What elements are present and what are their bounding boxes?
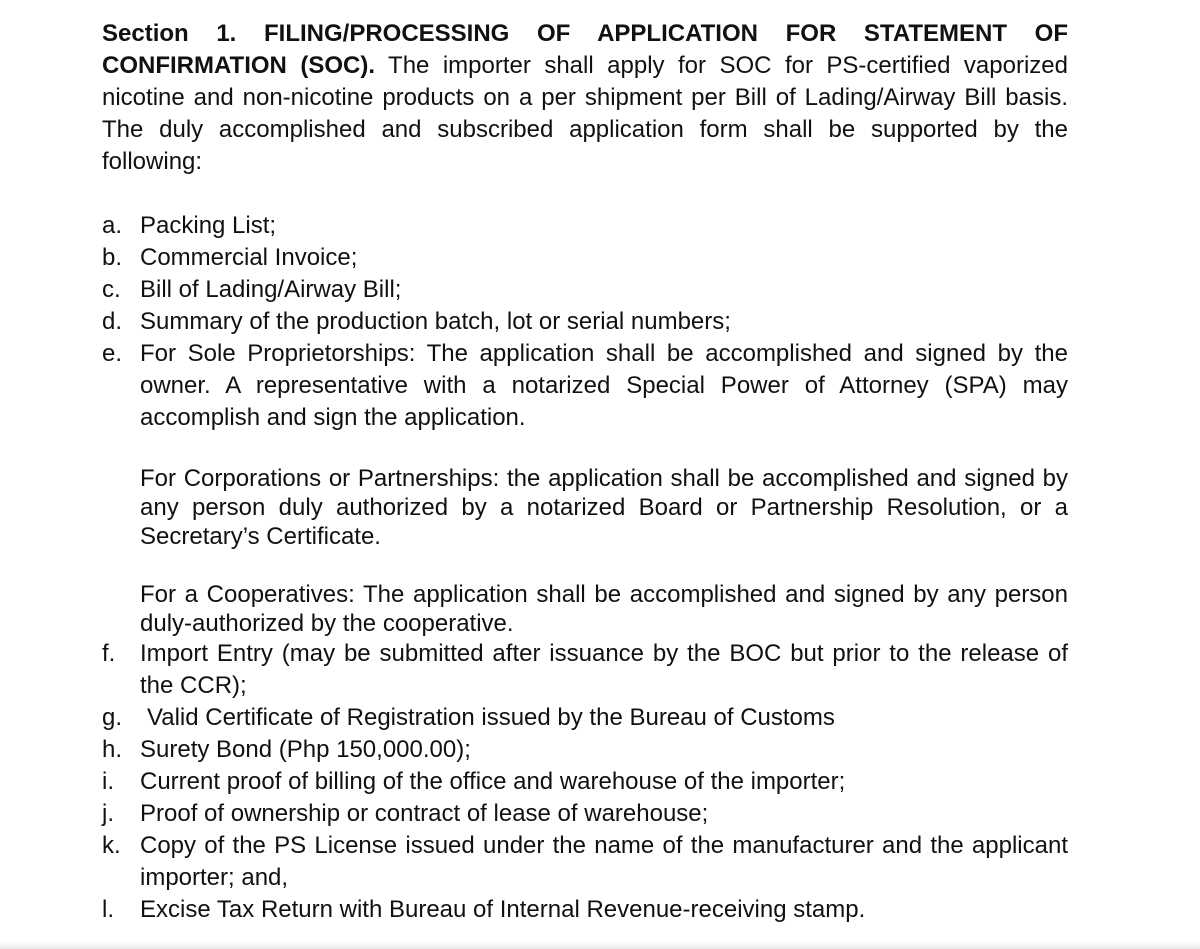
list-item-text: Excise Tax Return with Bureau of Internal Revenue-receiving stamp.: [140, 896, 866, 923]
cooperatives-text: For a Cooperatives: The application shall be accomplished and signed by any person duly-authorized by the cooperative.: [140, 581, 1068, 637]
section-1-paragraph: [102, 18, 1068, 178]
list-marker: d.: [102, 308, 123, 335]
list-marker: k.: [102, 832, 121, 859]
list-item-f: [102, 638, 1068, 702]
corporations-text: For Corporations or Partnerships: the application shall be accomplished and signed by any person duly authorized by a notarized Board or Partnership Resolution, or a Secretary’s Certificate.: [140, 465, 1068, 550]
list-item-h: [102, 734, 1068, 766]
list-item-text: Surety Bond (Php 150,000.00);: [140, 736, 471, 763]
section-body: The importer shall apply for SOC for PS-certified vaporized nicotine and non-nicotine products on a per shipment per Bill of Lading/Airway Bill basis. The duly accomplished and subscribed application form shall be supported by the following:: [102, 52, 1068, 175]
list-marker: f.: [102, 640, 116, 667]
list-item-j: [102, 798, 1068, 830]
requirements-list: [102, 210, 1068, 926]
list-item-c: [102, 274, 1068, 306]
section-heading: Section 1. FILING/PROCESSING OF APPLICATION FOR STATEMENT OF CONFIRMATION (SOC).: [102, 20, 1068, 79]
list-item-text: Packing List;: [140, 212, 277, 239]
list-item-text: Import Entry (may be submitted after issuance by the BOC but prior to the release of the CCR);: [140, 640, 1068, 699]
list-marker: h.: [102, 736, 123, 763]
list-marker: c.: [102, 276, 121, 303]
list-marker: a.: [102, 212, 123, 239]
list-item-i: [102, 766, 1068, 798]
list-item-d: [102, 306, 1068, 338]
list-item-b: [102, 242, 1068, 274]
list-marker: l.: [102, 896, 114, 923]
list-item-a: [102, 210, 1068, 242]
list-item-g: [102, 702, 1068, 734]
sole-proprietorship-text: For Sole Proprietorships: The application shall be accomplished and signed by the owner. A representative with a notarized Special Power of Attorney (SPA) may accomplish and sign the application.: [140, 340, 1068, 431]
list-item-text: Summary of the production batch, lot or serial numbers;: [140, 308, 731, 335]
list-item-l: [102, 894, 1068, 926]
list-item-text: Bill of Lading/Airway Bill;: [140, 276, 402, 303]
list-marker: e.: [102, 340, 123, 367]
document-page: [102, 18, 1068, 926]
list-item-text: Valid Certificate of Registration issued by the Bureau of Customs: [147, 704, 835, 731]
list-marker: b.: [102, 244, 123, 271]
list-item-text: Commercial Invoice;: [140, 244, 358, 271]
list-item-text: Copy of the PS License issued under the name of the manufacturer and the applicant importer; and,: [140, 832, 1068, 891]
list-item-e: [102, 338, 1068, 638]
list-item-text: Current proof of billing of the office and warehouse of the importer;: [140, 768, 846, 795]
list-item-k: [102, 830, 1068, 894]
list-marker: i.: [102, 768, 114, 795]
list-marker: j.: [102, 800, 114, 827]
list-marker: g.: [102, 704, 123, 731]
page-bottom-edge: [0, 941, 1200, 949]
list-item-text: Proof of ownership or contract of lease of warehouse;: [140, 800, 709, 827]
